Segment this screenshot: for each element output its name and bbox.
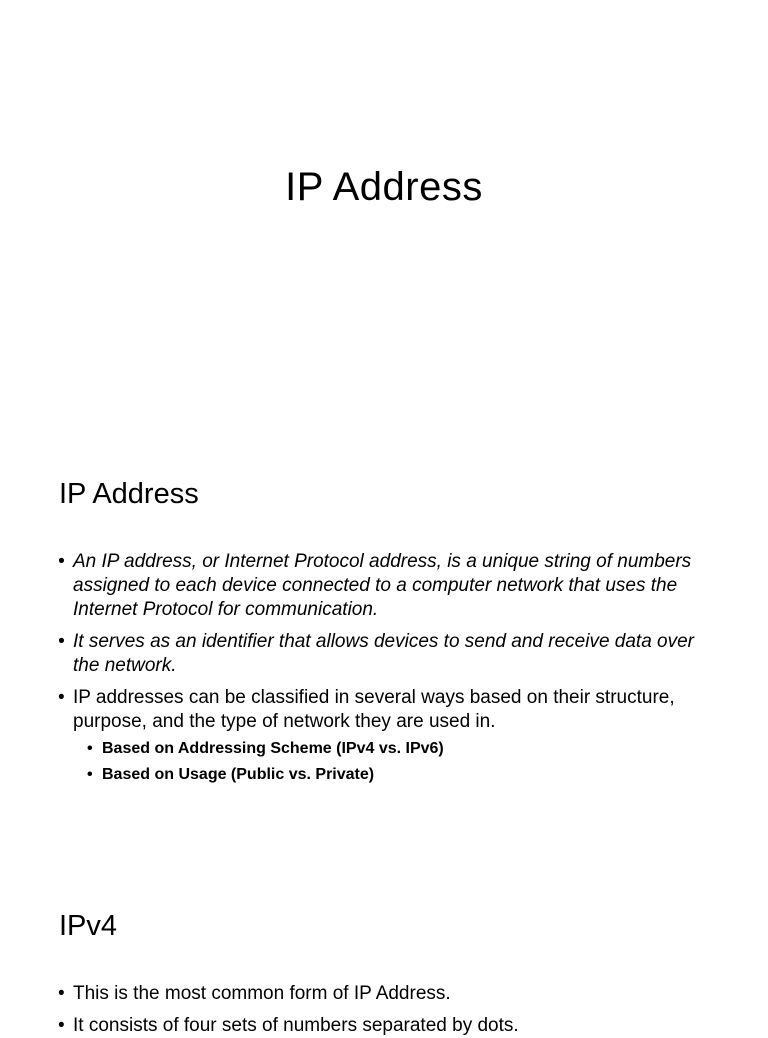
ipv4-slide (0, 864, 768, 1036)
sub-bullet-list (87, 738, 708, 786)
ip-address-slide (0, 432, 768, 864)
sub-bullet-item: • Based on Usage (Public vs. Private) (87, 764, 708, 786)
bullet-item: • It consists of four sets of numbers separated by dots. (58, 1014, 708, 1038)
sub-bullet-item: • Based on Addressing Scheme (IPv4 vs. IPv6) (87, 738, 708, 760)
title-slide (0, 0, 768, 432)
bullet-item: • It serves as an identifier that allows devices to send and receive data over the network. (58, 630, 708, 678)
bullet-list (58, 982, 708, 1038)
bullet-text: IP addresses can be classified in several ways based on their structure, purpose, and the type of network they are used in. (73, 687, 675, 732)
bullet-item-with-subitems (58, 686, 708, 786)
slide-heading: IPv4 (59, 910, 118, 942)
bullet-item: • An IP address, or Internet Protocol address, is a unique string of numbers assigned to each device connected to a computer network that uses the Internet Protocol for communication. (58, 550, 708, 622)
bullet-item: • This is the most common form of IP Address. (58, 982, 708, 1006)
slide-heading: IP Address (59, 478, 199, 510)
bullet-list (58, 550, 708, 786)
slide-title: IP Address (285, 165, 483, 209)
